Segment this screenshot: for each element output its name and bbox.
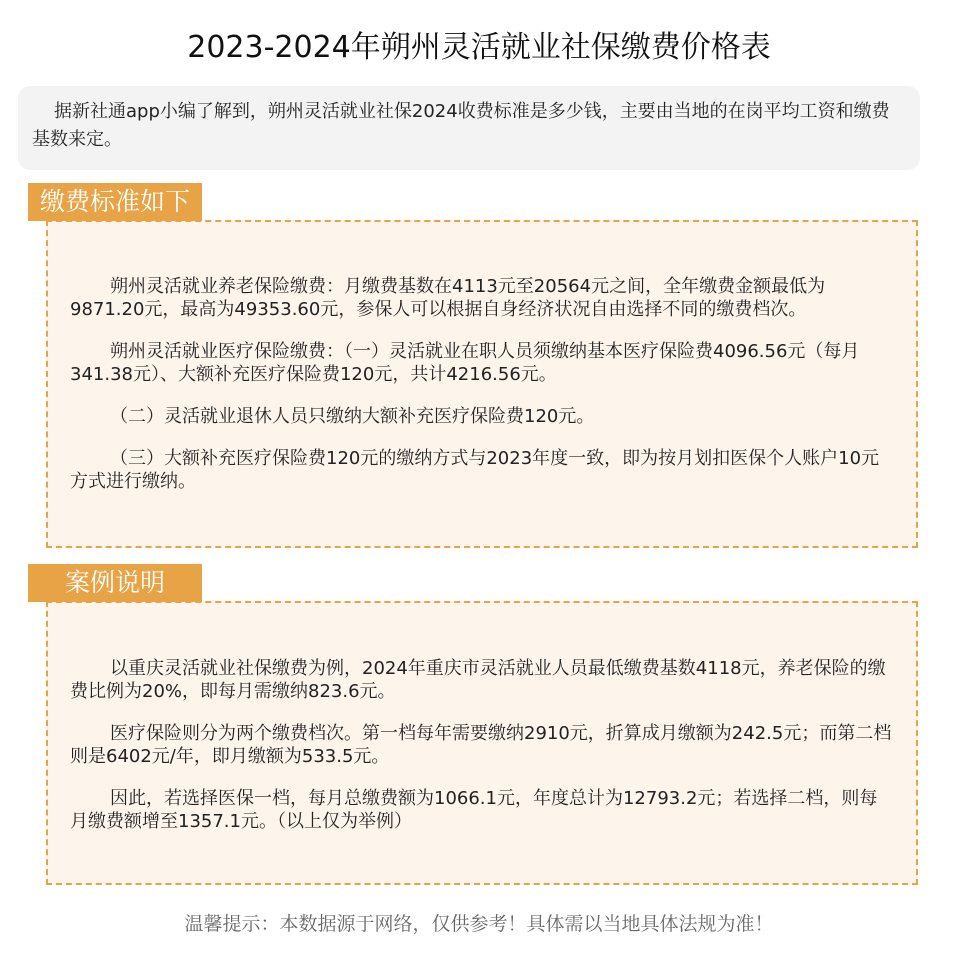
section-heading-standards: 缴费标准如下	[28, 183, 202, 221]
standards-paragraph-medical: 朔州灵活就业医疗保险缴费：（一）灵活就业在职人员须缴纳基本医疗保险费4096.56元（每月341.38元）、大额补充医疗保险费120元，共计4216.56元。	[70, 341, 860, 385]
page-title: 2023-2024年朔州灵活就业社保缴费价格表	[187, 30, 771, 65]
section-heading-example: 案例说明	[28, 564, 202, 602]
standards-paragraph-payment-method: （三）大额补充医疗保险费120元的缴纳方式与2023年度一致，即为按月划扣医保个人账户10元方式进行缴纳。	[70, 448, 880, 492]
footer-notice: 温馨提示：本数据源于网络，仅供参考！具体需以当地具体法规为准！	[184, 913, 774, 935]
example-paragraph-total: 因此，若选择医保一档，每月总缴费额为1066.1元，年度总计为12793.2元；若选择二档，则每月缴费额增至1357.1元。（以上仅为举例）	[70, 788, 878, 832]
example-paragraph-medical: 医疗保险则分为两个缴费档次。第一档每年需要缴纳2910元，折算成月缴额为242.5元；而第二档则是6402元/年，即月缴额为533.5元。	[70, 723, 892, 767]
standards-paragraph-pension: 朔州灵活就业养老保险缴费：月缴费基数在4113元至20564元之间，全年缴费金额最低为9871.20元，最高为49353.60元，参保人可以根据自身经济状况自由选择不同的缴费档次。	[70, 276, 826, 320]
example-box	[46, 601, 918, 885]
standards-box	[46, 220, 918, 548]
intro-text: 据新社通app小编了解到，朔州灵活就业社保2024收费标准是多少钱，主要由当地的在岗平均工资和缴费基数来定。	[18, 86, 920, 170]
standards-paragraph-retired: （二）灵活就业退休人员只缴纳大额补充医疗保险费120元。	[110, 406, 595, 427]
example-paragraph-pension: 以重庆灵活就业社保缴费为例，2024年重庆市灵活就业人员最低缴费基数4118元，养老保险的缴费比例为20%，即每月需缴纳823.6元。	[70, 658, 886, 702]
